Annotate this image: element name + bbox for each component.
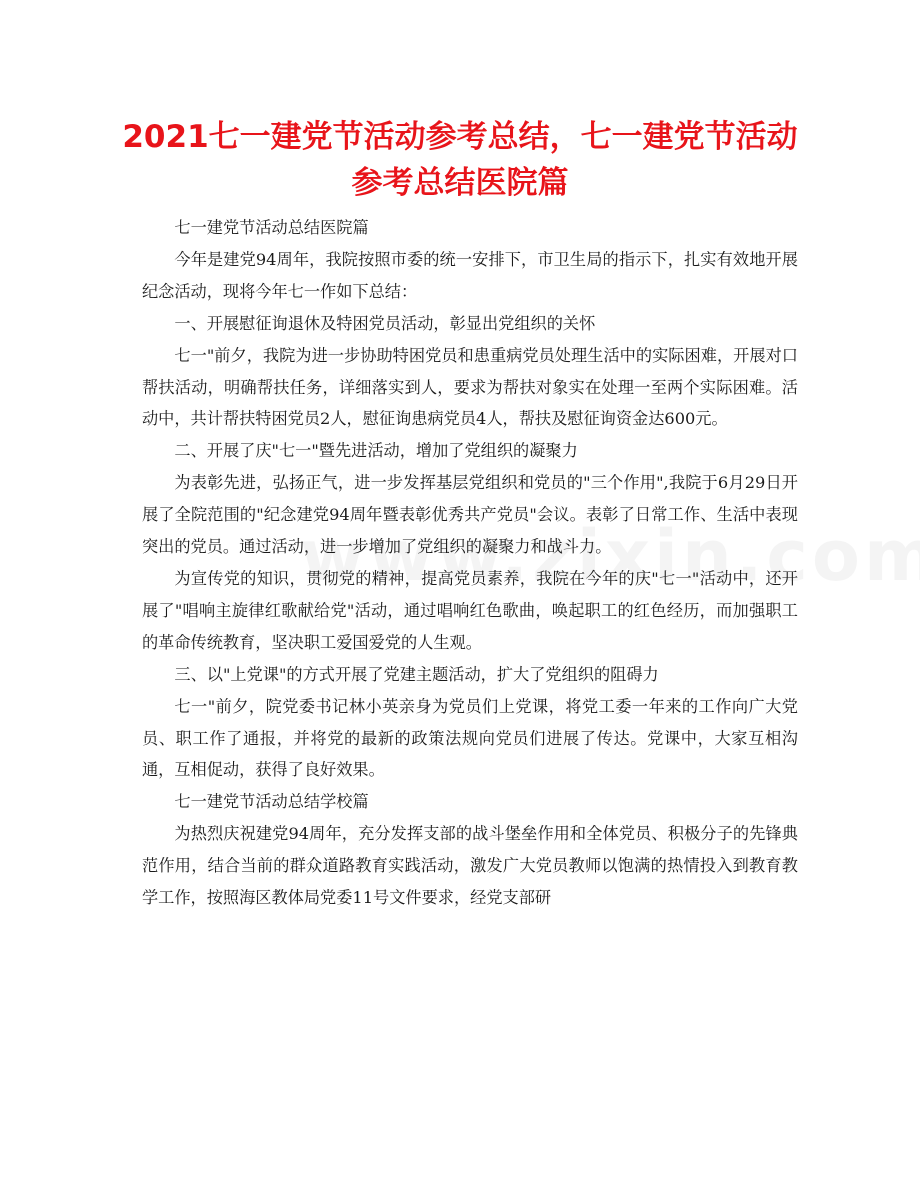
paragraph: 为表彰先进，弘扬正气，进一步发挥基层党组织和党员的"三个作用",我院于6月29日开展了全院范围的"纪念建党94周年暨表彰优秀共产党员"会议。表彰了日常工作、生活中表现突出的党员。通过活动，进一步增加了党组织的凝聚力和战斗力。 <box>142 473 798 557</box>
section-heading: 三、以"上党课"的方式开展了党建主题活动，扩大了党组织的阻碍力 <box>174 664 659 684</box>
section-heading: 一、开展慰征询退休及特困党员活动，彰显出党组织的关怀 <box>174 313 596 333</box>
paragraph: 今年是建党94周年，我院按照市委的统一安排下，市卫生局的指示下，扎实有效地开展纪念活动，现将今年七一作如下总结： <box>142 249 798 301</box>
paragraph: 七一"前夕，我院为进一步协助特困党员和患重病党员处理生活中的实际困难，开展对口帮扶活动，明确帮扶任务，详细落实到人，要求为帮扶对象实在处理一至两个实际困难。活动中，共计帮扶特困党员2人，慰征询患病党员4人，帮扶及慰征询资金达600元。 <box>142 345 798 429</box>
paragraph: 为热烈庆祝建党94周年，充分发挥支部的战斗堡垒作用和全体党员、积极分子的先锋典范作用，结合当前的群众道路教育实践活动，激发广大党员教师以饱满的热情投入到教育教学工作，按照海区教体局党委11号文件要求，经党支部研 <box>142 824 798 908</box>
paragraph: 七一"前夕，院党委书记林小英亲身为党员们上党课，将党工委一年来的工作向广大党员、职工作了通报，并将党的最新的政策法规向党员们进展了传达。党课中，大家互相沟通，互相促动，获得了良好效果。 <box>142 696 798 780</box>
document-title: 2021七一建党节活动参考总结，七一建党节活动参考总结医院篇 <box>122 119 798 201</box>
section-heading: 二、开展了庆"七一"暨先进活动，增加了党组织的凝聚力 <box>174 441 578 461</box>
section-heading: 七一建党节活动总结学校篇 <box>174 792 369 812</box>
document-body <box>142 212 798 914</box>
paragraph: 为宣传党的知识，贯彻党的精神，提高党员素养，我院在今年的庆"七一"活动中，还开展了"唱响主旋律红歌献给党"活动，通过唱响红色歌曲，唤起职工的红色经历，而加强职工的革命传统教育，坚决职工爱国爱党的人生观。 <box>142 568 798 652</box>
section-heading: 七一建党节活动总结医院篇 <box>174 218 369 237</box>
